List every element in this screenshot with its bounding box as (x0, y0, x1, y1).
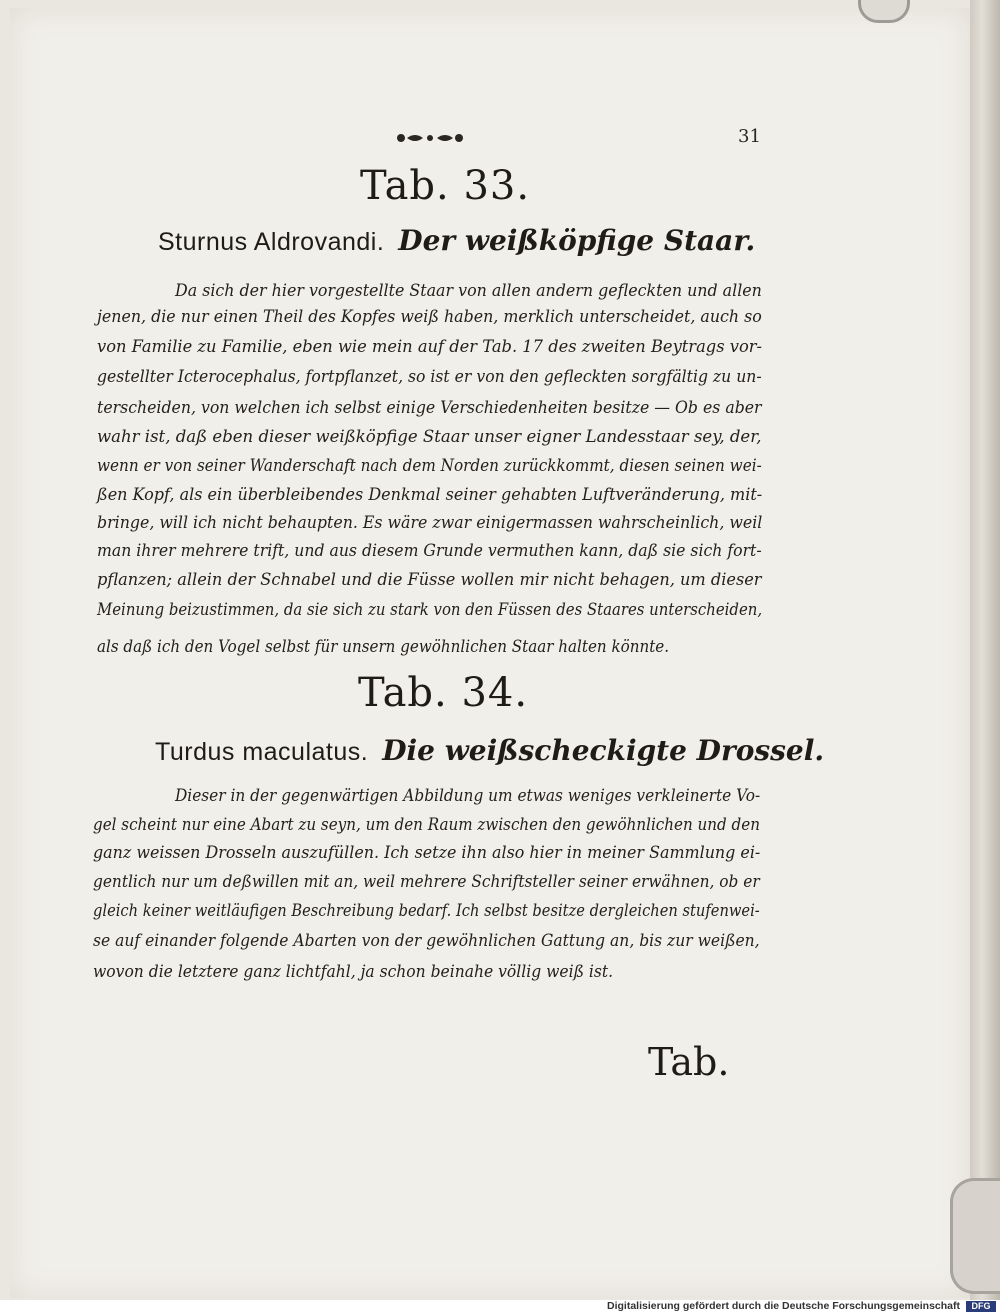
text-line: wenn er von seiner Wanderschaft nach dem Norden zurückkommt, diesen seinen wei- (97, 456, 762, 475)
text-line: jenen, die nur einen Theil des Kopfes weiß haben, merklich unterscheidet, auch so (97, 307, 762, 326)
text-line: gentlich nur um deßwillen mit an, weil mehrere Schriftsteller seiner erwähnen, ob er (93, 872, 760, 891)
text-line: Meinung beizustimmen, da sie sich zu stark von den Füssen des Staares unterscheiden, (97, 600, 763, 619)
german-name: Der weißköpfige Staar. (398, 224, 756, 257)
text-line: se auf einander folgende Abarten von der gewöhnlichen Gattung an, bis zur weißen, (93, 931, 760, 950)
ornament-icon (395, 130, 465, 146)
section-subheading (155, 734, 824, 767)
text-line: Da sich der hier vorgestellte Staar von allen andern gefleckten und allen (175, 281, 762, 300)
text-line: als daß ich den Vogel selbst für unsern gewöhnlichen Staar halten könnte. (97, 637, 670, 656)
tab-heading: Tab. 33. (360, 163, 531, 209)
text-line: von Familie zu Familie, eben wie mein auf der Tab. 17 des zweiten Beytrags vor- (97, 337, 763, 356)
text-line: man ihrer mehrere trift, und aus diesem Grunde vermuthen kann, daß sie sich fort- (97, 541, 762, 560)
text-line: ganz weissen Drosseln auszufüllen. Ich setze ihn also hier in meiner Sammlung ei- (93, 843, 761, 862)
text-line: wovon die letztere ganz lichtfahl, ja schon beinahe völlig weiß ist. (93, 962, 614, 981)
page-number: 31 (738, 126, 761, 147)
text-line: gel scheint nur eine Abart zu seyn, um den Raum zwischen den gewöhnlichen und den (93, 815, 760, 834)
text-line: ßen Kopf, als ein überbleibendes Denkmal seiner gehabten Luftveränderung, mit- (97, 485, 763, 504)
text-line: gestellter Icterocephalus, fortpflanzet, so ist er von den gefleckten sorgfältig zu un- (97, 367, 762, 386)
text-line: Dieser in der gegenwärtigen Abbildung um etwas weniges verkleinerte Vo- (175, 786, 761, 805)
text-line: gleich keiner weitläufigen Beschreibung bedarf. Ich selbst besitze dergleichen stufenwei- (93, 901, 760, 920)
text-line: pflanzen; allein der Schnabel und die Füsse wollen mir nicht behagen, um dieser (97, 570, 762, 589)
latin-name: Sturnus Aldrovandi. (158, 228, 385, 256)
page-edge (970, 0, 1000, 1300)
footer-credit: Digitalisierung gefördert durch die Deutsche Forschungsgemeinschaft (607, 1300, 960, 1312)
text-line: bringe, will ich nicht behaupten. Es wäre zwar einigermassen wahrscheinlich, weil (97, 513, 763, 532)
dfg-logo: DFG (966, 1301, 996, 1312)
german-name: Die weißscheckigte Drossel. (382, 734, 825, 767)
latin-name: Turdus maculatus. (155, 738, 369, 766)
text-line: wahr ist, daß eben dieser weißköpfige Staar unser eigner Landesstaar sey, der, (97, 427, 762, 446)
tab-heading: Tab. 34. (358, 670, 529, 716)
catchword: Tab. (648, 1040, 730, 1084)
text-line: terscheiden, von welchen ich selbst einige Verschiedenheiten besitze — Ob es aber (97, 398, 762, 417)
clip-icon (950, 1178, 1000, 1294)
section-subheading (158, 224, 755, 257)
footer-bar (0, 1300, 1000, 1314)
